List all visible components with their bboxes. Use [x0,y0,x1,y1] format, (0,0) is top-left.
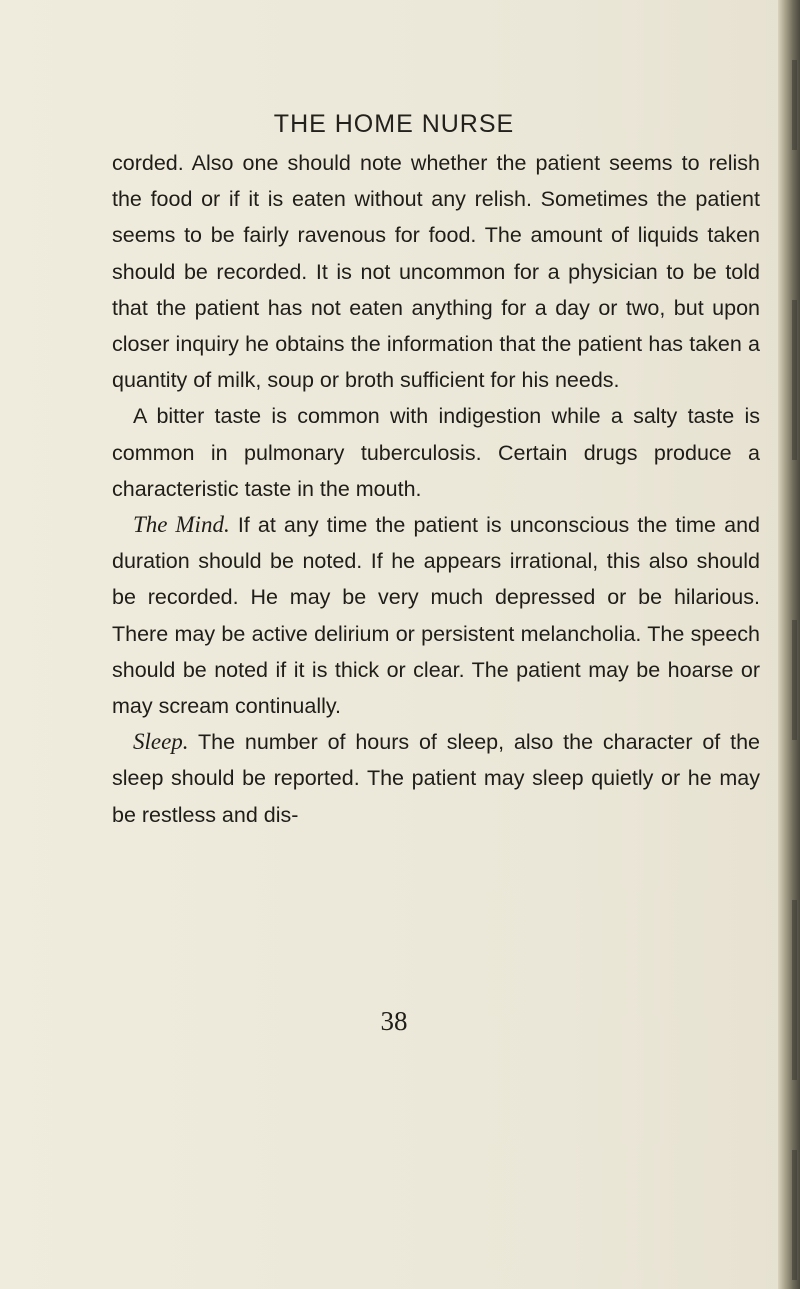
paragraph-2: A bitter taste is common with indigestion while a salty taste is common in pulmonary tuberculosis. Certain drugs produce a characteristic taste in the mouth. [112,404,760,501]
edge-streak [792,900,797,1080]
edge-streak [792,1150,797,1280]
page-number: 38 [380,1006,408,1036]
edge-streak [792,620,797,740]
section-lead-mind: The Mind. [133,512,230,538]
section-lead-sleep: Sleep. [133,729,189,755]
edge-streak [792,300,797,460]
paragraph-3-text: If at any time the patient is unconscious the time and duration should be noted. If he appears irrational, this also should be recorded. He may be very much depressed or be hilarious. There may be active delirium or persistent melancholia. The speech should be noted if it is thick or clear. The patient may be hoarse or may scream continually. [112,513,760,719]
page-edge-shadow [778,0,800,1289]
body-text [112,145,760,833]
paragraph-4 [112,724,760,833]
paragraph-1: corded. Also one should note whether the patient seems to relish the food or if it is eaten without any relish. Sometimes the patient seems to be fairly ravenous for food. The amount of liquids taken should be recorded. It is not uncommon for a physician to be told that the patient has not eaten anything for a day or two, but upon closer inquiry he obtains the information that the patient has taken a quantity of milk, soup or broth sufficient for his needs. [112,151,760,393]
paragraph-3 [112,507,760,724]
edge-streak [792,60,797,150]
running-header: THE HOME NURSE [273,110,515,138]
paragraph-4-text: The number of hours of sleep, also the character of the sleep should be reported. The patient may sleep quietly or he may be restless and dis- [112,730,760,827]
